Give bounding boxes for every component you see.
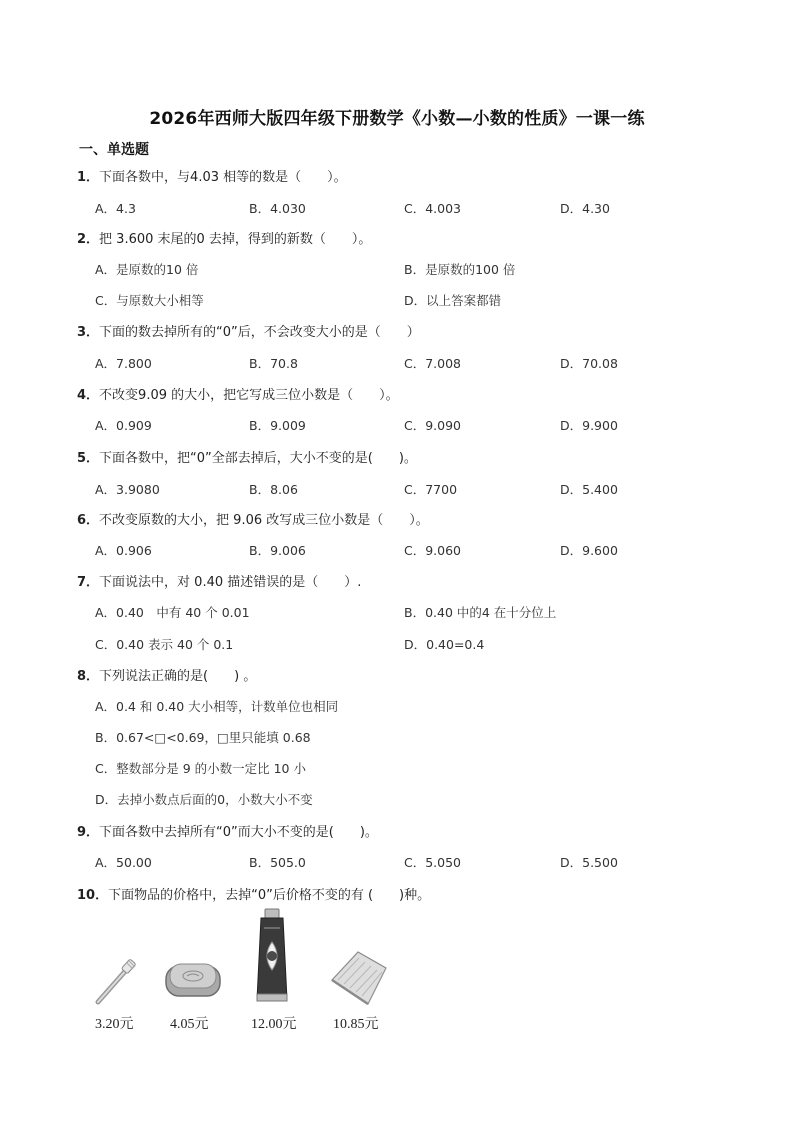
question-text: 把 3.600 末尾的0 去掉，得到的新数（ ）。 (99, 232, 372, 247)
option-d: D．5.400 (560, 482, 618, 497)
option-c: C．4.003 (404, 201, 462, 216)
question-number: 8． (77, 669, 100, 684)
option-b: B．是原数的100 倍 (404, 262, 516, 277)
option-b: B．9.009 (249, 418, 306, 433)
option-a: A．50.00 (95, 855, 152, 870)
item-price: 4.05元 (170, 1017, 209, 1032)
option-c: C．0.40 表示 40 个 0.1 (95, 637, 234, 652)
option-a: A．7.800 (95, 356, 152, 371)
option-d: D．5.500 (560, 855, 618, 870)
option-c: C．7.008 (404, 356, 462, 371)
option-c: C．9.090 (404, 418, 462, 433)
option-a: A．3.9080 (95, 482, 160, 497)
option-b: B．8.06 (249, 482, 298, 497)
toothbrush-icon (94, 958, 140, 1006)
question-5 (77, 447, 417, 466)
option-d: D．70.08 (560, 356, 618, 371)
question-6 (77, 509, 429, 528)
option-b: B．70.8 (249, 356, 298, 371)
option-d: D．9.600 (560, 543, 618, 558)
question-number: 1． (77, 170, 100, 185)
option-d: D．4.30 (560, 201, 610, 216)
option-d: D．9.900 (560, 418, 618, 433)
option-c: C．7700 (404, 482, 458, 497)
question-9 (77, 821, 378, 840)
toothpaste-icon (252, 908, 292, 1004)
option-b: B．0.67<□<0.69，□里只能填 0.68 (95, 730, 311, 745)
question-text: 下面各数中，与4.03 相等的数是（ ）。 (99, 170, 347, 185)
item-price: 3.20元 (95, 1017, 134, 1032)
soap-icon (163, 960, 223, 1000)
question-text: 下面各数中，把“0”全部去掉后，大小不变的是( )。 (99, 451, 417, 466)
option-d: D．0.40=0.4 (404, 637, 485, 652)
question-text: 下面物品的价格中，去掉“0”后价格不变的有 ( )种。 (108, 888, 431, 903)
option-c: C．5.050 (404, 855, 462, 870)
question-1 (77, 166, 347, 185)
question-2 (77, 228, 371, 247)
option-a: A．0.4 和 0.40 大小相等，计数单位也相同 (95, 699, 339, 714)
question-8 (77, 665, 256, 684)
option-b: B．4.030 (249, 201, 306, 216)
option-a: A．0.909 (95, 418, 152, 433)
item-price: 10.85元 (333, 1017, 379, 1032)
question-number: 6． (77, 513, 100, 528)
question-number: 7． (77, 575, 100, 590)
question-number: 10． (77, 888, 109, 903)
item-price: 12.00元 (251, 1017, 297, 1032)
question-number: 3． (77, 325, 100, 340)
question-text: 下面各数中去掉所有“0”而大小不变的是( )。 (99, 825, 378, 840)
question-10 (77, 884, 430, 903)
option-a: A．是原数的10 倍 (95, 262, 199, 277)
question-number: 9． (77, 825, 100, 840)
question-text: 下面说法中，对 0.40 描述错误的是（ ）. (99, 575, 362, 590)
question-4 (77, 384, 399, 403)
question-7 (77, 571, 361, 590)
question-number: 2． (77, 232, 100, 247)
question-text: 下面的数去掉所有的“0”后，不会改变大小的是（ ） (99, 325, 420, 340)
option-d: D．去掉小数点后面的0，小数大小不变 (95, 792, 313, 807)
option-c: C．9.060 (404, 543, 462, 558)
question-number: 5． (77, 451, 100, 466)
option-a: A．0.906 (95, 543, 152, 558)
option-b: B．0.40 中的4 在十分位上 (404, 605, 557, 620)
option-c: C．与原数大小相等 (95, 293, 204, 308)
option-a: A．4.3 (95, 201, 136, 216)
option-b: B．9.006 (249, 543, 306, 558)
question-number: 4． (77, 388, 100, 403)
option-a: A．0.40 中有 40 个 0.01 (95, 605, 250, 620)
question-text: 不改变9.09 的大小，把它写成三位小数是（ ）。 (99, 388, 399, 403)
towel-icon (328, 950, 390, 1006)
section-heading: 一、单选题 (79, 142, 149, 158)
question-text: 下列说法正确的是( ) 。 (99, 669, 257, 684)
option-b: B．505.0 (249, 855, 306, 870)
option-c: C．整数部分是 9 的小数一定比 10 小 (95, 761, 306, 776)
page-title: 2026年西师大版四年级下册数学《小数—小数的性质》一课一练 (149, 109, 645, 129)
question-text: 不改变原数的大小，把 9.06 改写成三位小数是（ ）。 (99, 513, 429, 528)
option-d: D．以上答案都错 (404, 293, 502, 308)
question-3 (77, 321, 420, 340)
